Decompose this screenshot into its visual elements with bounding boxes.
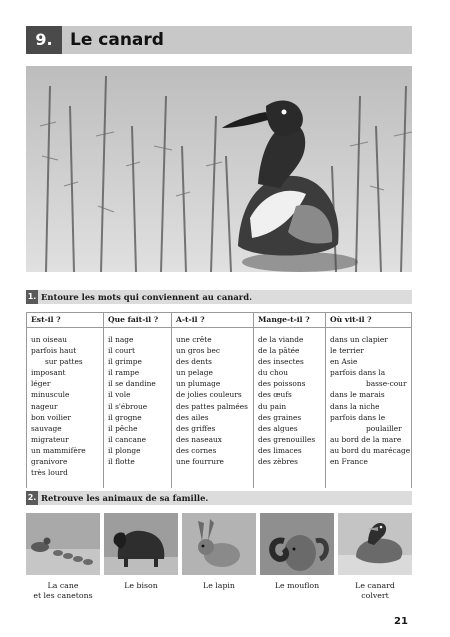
word-item[interactable]: des graines (258, 412, 302, 422)
word-item[interactable]: des dents (176, 357, 212, 367)
word-item[interactable]: sauvage (31, 423, 62, 433)
column-est-il (27, 312, 103, 488)
word-item[interactable]: parfois dans le (330, 412, 386, 422)
word-item[interactable]: il grimpe (108, 357, 142, 367)
word-item[interactable]: des naseaux (176, 434, 222, 444)
word-item[interactable]: dans le marais (330, 390, 385, 400)
word-item[interactable]: il court (108, 346, 135, 356)
duck-photo (26, 66, 412, 272)
word-item[interactable]: des griffes (176, 423, 216, 433)
exercise-2-number: 2. (26, 491, 38, 505)
word-item[interactable]: du pain (258, 401, 287, 411)
word-item[interactable]: des limaces (258, 445, 302, 455)
animal-card-canard-colvert[interactable] (338, 513, 412, 601)
animal-caption: Le bison (124, 581, 158, 590)
exercise-2-bar (26, 491, 412, 505)
bison-photo (104, 513, 178, 575)
word-item[interactable]: granivore (31, 457, 68, 467)
column-header: Que fait-il ? (108, 315, 159, 324)
word-list (108, 334, 156, 467)
column-header: A-t-il ? (176, 315, 205, 324)
exercise-2-instruction: Retrouve les animaux de sa famille. (41, 493, 209, 503)
word-item[interactable]: il se dandine (108, 379, 156, 389)
word-item[interactable]: il grogne (108, 412, 142, 422)
word-item[interactable]: en France (330, 457, 368, 467)
chapter-title: Le canard (70, 30, 164, 50)
word-item[interactable]: un gros bec (176, 346, 220, 356)
exercise-1-bar (26, 290, 412, 304)
duck-family-photo (26, 513, 100, 575)
word-item[interactable]: au bord de la mare (330, 434, 402, 444)
animal-card-bison[interactable] (104, 513, 178, 591)
word-item[interactable]: une crête (176, 335, 212, 344)
word-list (330, 334, 410, 467)
word-item[interactable]: des cornes (176, 445, 217, 455)
word-item[interactable]: de la pâtée (258, 346, 300, 356)
animal-card-mouflon[interactable] (260, 513, 334, 591)
word-item[interactable]: léger (31, 379, 51, 389)
chapter-number: 9. (26, 26, 62, 54)
word-item[interactable]: des zèbres (258, 457, 298, 467)
word-item[interactable]: migrateur (31, 434, 69, 444)
word-item[interactable]: des algues (258, 423, 298, 433)
page-number: 21 (394, 616, 408, 627)
word-item[interactable]: sur pattes (45, 357, 83, 367)
exercise-1-instruction: Entoure les mots qui conviennent au canard. (41, 292, 252, 302)
word-item[interactable]: une fourrure (176, 457, 224, 467)
word-item[interactable]: de la viande (258, 335, 304, 344)
word-item[interactable]: un oiseau (31, 335, 68, 344)
word-item[interactable]: des ailes (176, 412, 209, 422)
animal-card-lapin[interactable] (182, 513, 256, 591)
word-item[interactable]: parfois dans la (330, 368, 386, 378)
word-list (31, 334, 86, 478)
exercise-1-number: 1. (26, 290, 38, 304)
word-table (26, 312, 412, 488)
word-list (176, 334, 248, 467)
word-item[interactable]: dans la niche (330, 401, 380, 411)
word-item[interactable]: basse-cour (366, 379, 407, 389)
word-item[interactable]: des poissons (258, 379, 306, 389)
word-list (258, 334, 315, 467)
word-item[interactable]: un mammifère (31, 445, 86, 455)
mouflon-photo (260, 513, 334, 575)
word-item[interactable]: de jolies couleurs (176, 390, 242, 400)
animal-caption: La cane et les canetons (33, 581, 93, 600)
column-mange-t-il (253, 312, 325, 488)
word-item[interactable]: il nage (108, 335, 134, 344)
word-item[interactable]: minuscule (31, 390, 70, 400)
animal-caption: Le lapin (203, 581, 235, 590)
animal-caption: Le mouflon (274, 581, 320, 590)
animal-caption: Le canard colvert (355, 581, 395, 600)
word-item[interactable]: au bord du marécage (330, 445, 411, 455)
word-item[interactable]: un plumage (176, 379, 221, 389)
word-item[interactable]: il flotte (108, 457, 135, 467)
column-header: Où vit-il ? (330, 315, 372, 324)
column-que-fait-il (103, 312, 171, 488)
mallard-photo (338, 513, 412, 575)
column-a-t-il (171, 312, 253, 488)
word-item[interactable]: des œufs (258, 390, 292, 400)
word-item[interactable]: le terrier (330, 346, 364, 356)
column-header: Mange-t-il ? (258, 315, 310, 324)
animal-card-cane[interactable] (26, 513, 100, 601)
word-item[interactable]: très lourd (31, 468, 68, 478)
chapter-header (26, 26, 412, 54)
word-item[interactable]: nageur (31, 401, 58, 411)
word-item[interactable]: il pêche (108, 423, 138, 433)
word-item[interactable]: un pelage (176, 368, 213, 378)
word-item[interactable]: il rampe (108, 368, 140, 378)
word-item[interactable]: des insectes (258, 357, 304, 367)
rabbit-photo (182, 513, 256, 575)
column-ou-vit-il (325, 312, 411, 488)
word-item[interactable]: en Asie (330, 357, 358, 367)
word-item[interactable]: il vole (108, 390, 131, 400)
word-item[interactable]: il s'ébroue (108, 401, 148, 411)
word-item[interactable]: dans un clapier (330, 335, 388, 344)
column-header: Est-il ? (31, 315, 61, 324)
word-item[interactable]: du chou (258, 368, 288, 378)
word-item[interactable]: bon voilier (31, 412, 71, 422)
word-item[interactable]: des pattes palmées (176, 401, 248, 411)
word-item[interactable]: parfois haut (31, 346, 77, 356)
word-item[interactable]: des grenouilles (258, 434, 316, 444)
word-item[interactable]: imposant (31, 368, 66, 378)
word-item[interactable]: poulailler (366, 423, 402, 433)
word-item[interactable]: il plonge (108, 445, 141, 455)
word-item[interactable]: il cancane (108, 434, 147, 444)
